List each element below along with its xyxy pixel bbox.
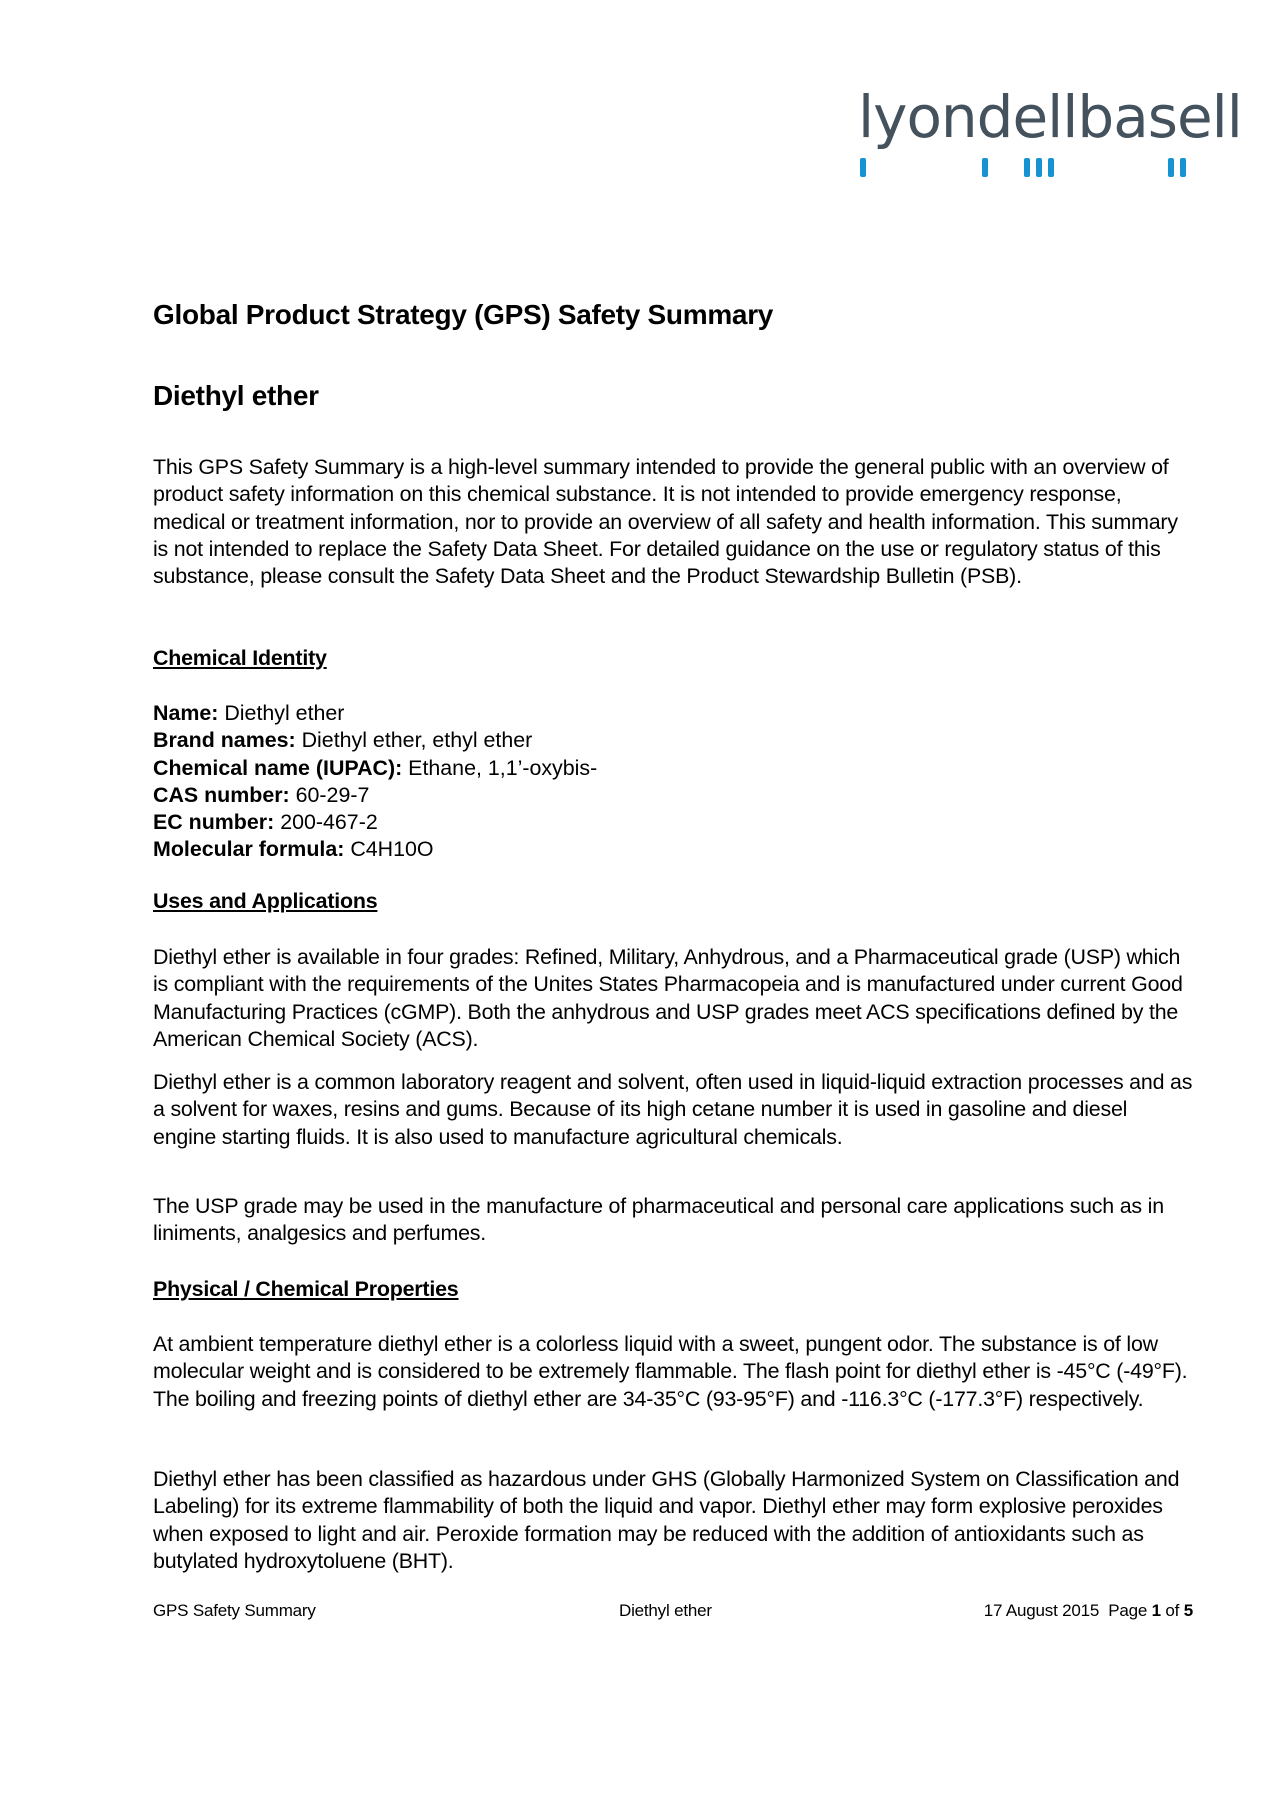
identity-row-cas [153,782,597,809]
logo-bar-mark [1168,158,1174,177]
uses-paragraph: Diethyl ether is available in four grades: Refined, Military, Anhydrous, and a Pharmaceutical grade (USP) which is compliant with the requirements of the Unites States Pharmacopeia and is manufactured under current Good Manufacturing Practices (cGMP). Both the anhydrous and USP grades meet ACS specifications defined by the American Chemical Society (ACS). [153,945,1183,1051]
identity-value: Diethyl ether, ethyl ether [301,728,533,753]
identity-value: 200-467-2 [280,810,378,835]
identity-row-name [153,700,597,727]
logo-bar-mark [1048,158,1054,177]
uses-paragraph: Diethyl ether is a common laboratory reagent and solvent, often used in liquid-liquid extraction processes and as a solvent for waxes, resins and gums. Because of its high cetane number it is used in gasoline and diesel engine starting fluids. It is also used to manufacture agricultural chemicals. [153,1070,1193,1149]
identity-label: CAS number: [153,782,290,807]
section-heading-properties: Physical / Chemical Properties [153,1277,459,1301]
identity-label: Molecular formula: [153,837,345,862]
logo-wordmark: lyondellbasell [858,83,1242,151]
uses-paragraph: The USP grade may be used in the manufacture of pharmaceutical and personal care applications such as in liniments, analgesics and perfumes. [153,1194,1164,1246]
lyondellbasell-logo [858,83,1242,183]
substance-title: Diethyl ether [153,380,319,411]
section-heading-chemical-identity: Chemical Identity [153,646,327,670]
footer-document-name: GPS Safety Summary [153,1601,316,1620]
intro-paragraph: This GPS Safety Summary is a high-level summary intended to provide the general public with an overview of product safety information on this chemical substance. It is not intended to provide emergency response, medical or treatment information, nor to provide an overview of all safety and health information. This summary is not intended to replace the Safety Data Sheet. For detailed guidance on the use or regulatory status of this substance, please consult the Safety Data Sheet and the Product Stewardship Bulletin (PSB). [153,455,1178,589]
properties-paragraph: Diethyl ether has been classified as hazardous under GHS (Globally Harmonized System on Classification and Labeling) for its extreme flammability of both the liquid and vapor. Diethyl ether may form explosive peroxides when exposed to light and air. Peroxide formation may be reduced with the addition of antioxidants such as butylated hydroxytoluene (BHT). [153,1467,1180,1573]
footer-page-current: 1 [1151,1601,1161,1620]
chemical-identity-list [153,700,597,864]
logo-bar-mark [982,158,988,177]
identity-value: C4H10O [350,837,434,862]
footer-date-page [984,1601,1193,1621]
footer-page-of: of [1165,1601,1180,1620]
logo-bar-mark [1024,158,1030,177]
properties-paragraph: At ambient temperature diethyl ether is a colorless liquid with a sweet, pungent odor. The substance is of low molecular weight and is considered to be extremely flammable. The flash point for diethyl ether is -45°C (-49°F). The boiling and freezing points of diethyl ether are 34-35°C (93-95°F) and -116.3°C (-177.3°F) respectively. [153,1332,1188,1411]
identity-label: Name: [153,701,219,725]
identity-label: EC number: [153,810,275,835]
identity-row-formula [153,836,597,863]
document-title: Global Product Strategy (GPS) Safety Summary [153,299,774,330]
identity-value: 60-29-7 [295,782,370,807]
section-heading-uses: Uses and Applications [153,889,378,913]
identity-row-iupac [153,755,597,782]
logo-bar-mark [860,158,866,177]
footer-date: 17 August 2015 [983,1601,1100,1620]
identity-value: Ethane, 1,1’-oxybis- [408,755,598,780]
identity-row-ec [153,809,597,836]
logo-bar-mark [1180,158,1186,177]
identity-label: Brand names: [153,728,296,753]
identity-label: Chemical name (IUPAC): [153,755,403,780]
identity-value: Diethyl ether [224,701,345,725]
logo-bar-mark [1036,158,1042,177]
identity-row-brand-names [153,727,597,754]
footer-page-total: 5 [1183,1601,1193,1620]
footer-page-label: Page [1108,1601,1148,1620]
footer-substance: Diethyl ether [619,1601,712,1620]
